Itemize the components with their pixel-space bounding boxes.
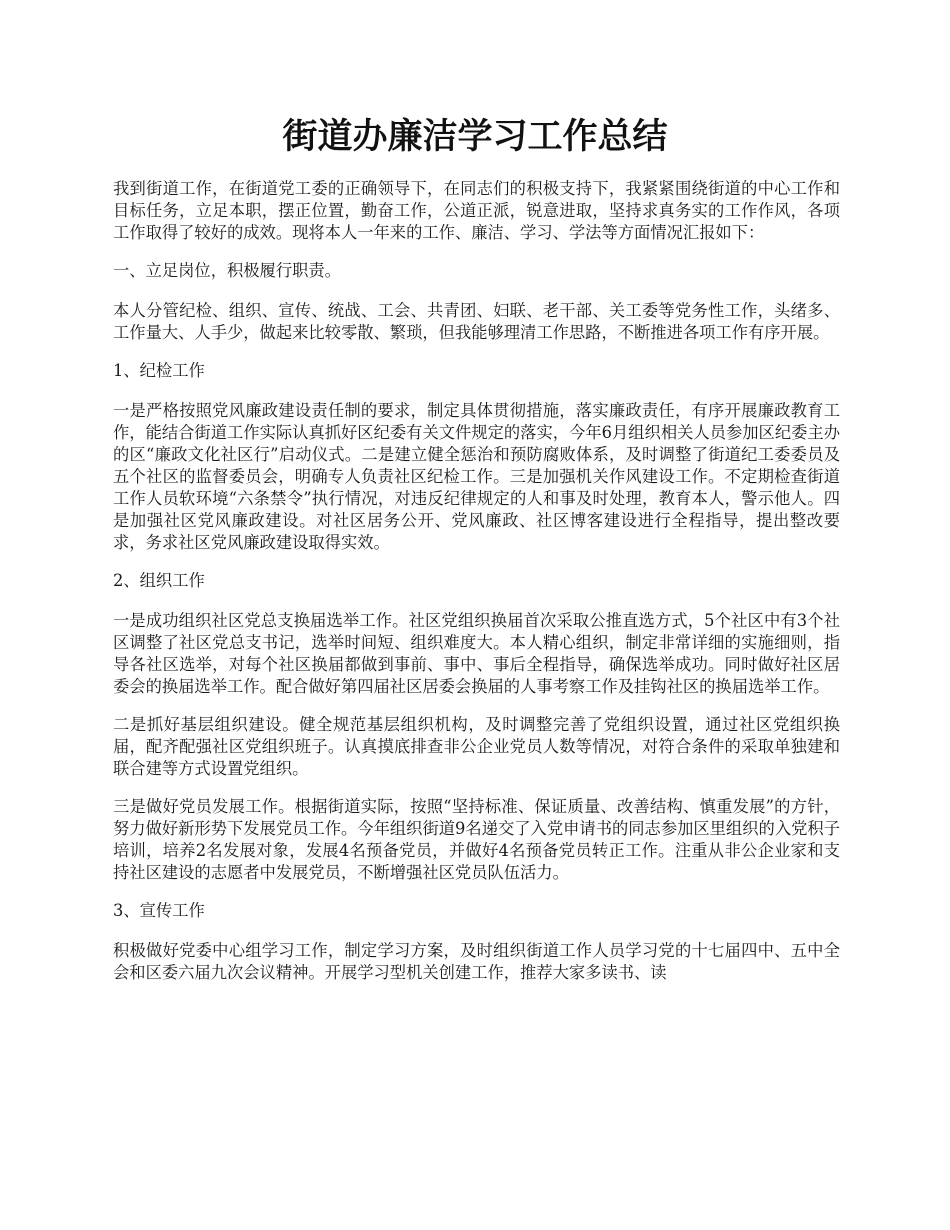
- intro-paragraph: 我到街道工作，在街道党工委的正确领导下，在同志们的积极支持下，我紧紧围绕街道的中心工作和目标任务，立足本职，摆正位置，勤奋工作，公道正派，锐意进取，坚持求真务实的工作作风，各项工作取得了较好的成效。现将本人一年来的工作、廉洁、学习、学法等方面情况汇报如下：: [113, 179, 840, 242]
- section-paragraph: 本人分管纪检、组织、宣传、统战、工会、共青团、妇联、老干部、关工委等党务性工作，头绪多、工作量大、人手少，做起来比较零散、繁琐，但我能够理清工作思路，不断推进各项工作有序开展。: [113, 301, 840, 342]
- document-body: [113, 178, 840, 1000]
- subsection-heading: 3、宣传工作: [113, 901, 205, 920]
- document-title: 街道办廉洁学习工作总结: [282, 116, 668, 157]
- subsection-paragraph: 一是成功组织社区党总支换届选举工作。社区党组织换届首次采取公推直选方式，5个社区中有3个社区调整了社区党总支书记，选举时间短、组织难度大。本人精心组织，制定非常详细的实施细则，指导各社区选举，对每个社区换届都做到事前、事中、事后全程指导，确保选举成功。同时做好社区居委会的换届选举工作。配合做好第四届社区居委会换届的人事考察工作及挂钩社区的换届选举工作。: [113, 611, 840, 696]
- subsection-paragraph: 一是严格按照党风廉政建设责任制的要求，制定具体贯彻措施，落实廉政责任，有序开展廉政教育工作，能结合街道工作实际认真抓好区纪委有关文件规定的落实，今年6月组织相关人员参加区纪委主办的区“廉政文化社区行”启动仪式。二是建立健全惩治和预防腐败体系，及时调整了街道纪工委委员及五个社区的监督委员会，明确专人负责社区纪检工作。三是加强机关作风建设工作。不定期检查街道工作人员软环境“六条禁令”执行情况，对违反纪律规定的人和事及时处理，教育本人，警示他人。四是加强社区党风廉政建设。对社区居务公开、党风廉政、社区博客建设进行全程指导，提出整改要求，务求社区党风廉政建设取得实效。: [113, 401, 840, 552]
- section-heading: 一、立足岗位，积极履行职责。: [113, 261, 341, 280]
- subsection-heading: 2、组织工作: [113, 571, 205, 590]
- subsection-paragraph: 二是抓好基层组织建设。健全规范基层组织机构，及时调整完善了党组织设置，通过社区党组织换届，配齐配强社区党组织班子。认真摸底排查非公企业党员人数等情况，对符合条件的采取单独建和联合建等方式设置党组织。: [113, 715, 840, 778]
- subsection-heading: 1、纪检工作: [113, 361, 205, 380]
- subsection-paragraph: 积极做好党委中心组学习工作，制定学习方案，及时组织街道工作人员学习党的十七届四中、五中全会和区委六届九次会议精神。开展学习型机关创建工作，推荐大家多读书、读: [113, 941, 840, 982]
- subsection-paragraph: 三是做好党员发展工作。根据街道实际，按照“坚持标准、保证质量、改善结构、慎重发展”的方针，努力做好新形势下发展党员工作。今年组织街道9名递交了入党申请书的同志参加区里组织的入党积子培训，培养2名发展对象，发展4名预备党员，并做好4名预备党员转正工作。注重从非公企业家和支持社区建设的志愿者中发展党员，不断增强社区党员队伍活力。: [113, 797, 840, 882]
